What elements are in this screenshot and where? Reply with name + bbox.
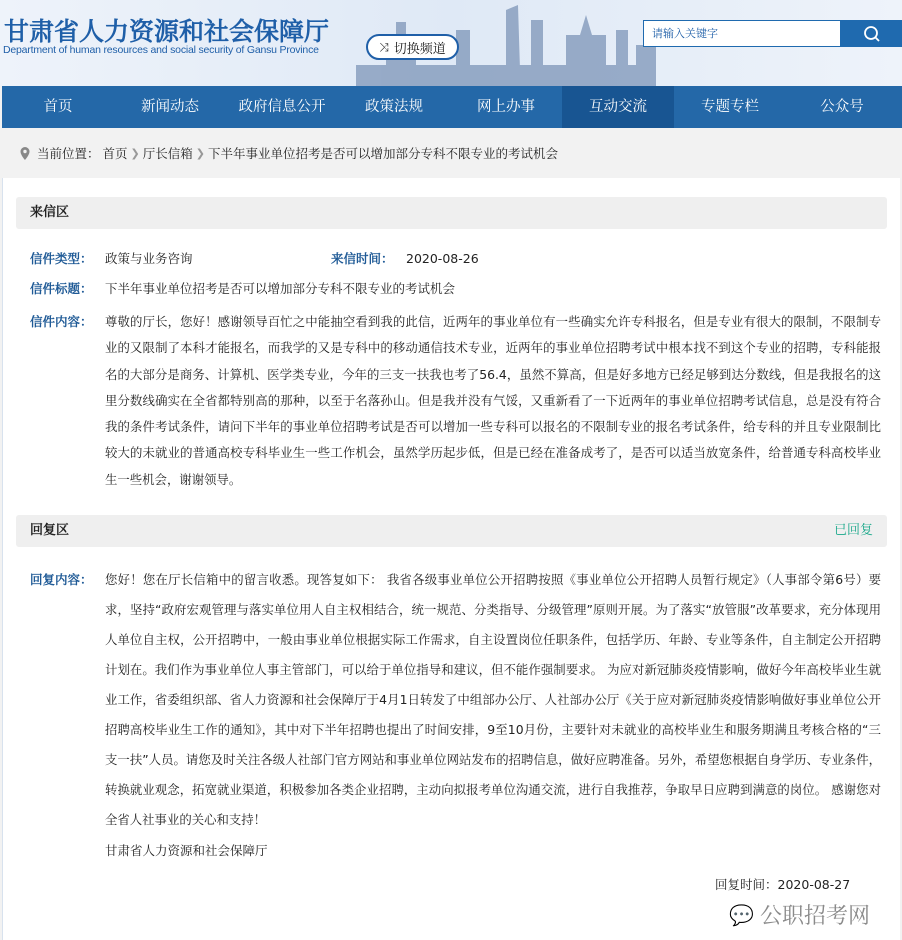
content-panel bbox=[2, 178, 900, 940]
letter-time-value: 2020-08-26 bbox=[406, 251, 479, 266]
nav-gov-info[interactable]: 政府信息公开 bbox=[238, 99, 326, 115]
reply-signature: 甘肃省人力资源和社会保障厅 bbox=[105, 843, 268, 859]
switch-channel-button[interactable] bbox=[366, 34, 459, 60]
nav-online-service[interactable]: 网上办事 bbox=[477, 99, 535, 115]
location-pin-icon bbox=[20, 147, 30, 160]
nav-public-account[interactable]: 公众号 bbox=[820, 99, 864, 115]
letter-section-title: 来信区 bbox=[30, 205, 70, 220]
site-subtitle: Department of human resources and social security of Gansu Province bbox=[3, 44, 319, 56]
site-header bbox=[0, 0, 902, 86]
watermark-text: 公职招考网 bbox=[759, 904, 870, 930]
letter-content-row bbox=[3, 309, 900, 493]
search-button[interactable] bbox=[841, 20, 902, 47]
breadcrumb-current: 下半年事业单位招考是否可以增加部分专科不限专业的考试机会 bbox=[207, 146, 558, 161]
breadcrumb-prefix: 当前位置： bbox=[37, 146, 100, 161]
reply-time-label: 回复时间： bbox=[715, 877, 778, 893]
letter-type-value: 政策与业务咨询 bbox=[105, 251, 193, 266]
letter-title-row bbox=[3, 279, 900, 299]
letter-content: 尊敬的厅长，您好！感谢领导百忙之中能抽空看到我的此信，近两年的事业单位有一些确实允许专科报名，但是专业有很大的限制，不限制专业的又限制了本科才能报名，而我学的又是专科中的移动通信技术专业，近两年的事业单位招聘考试中根本找不到这个专业的招聘，专科能报名的大部分是商务、计算机、医学类专业，今年的三支一扶我也考了56.4，虽然不算高，但是好多地方已经足够到达分数线，但是我报名的这里分数线确实在全省都特别高的那种，以至于名落孙山。但是我并没有气馁，又重新看了一下近两年的事业单位招聘考试信息，总是没有符合我的条件考试条件，请问下半年的事业单位招聘考试是否可以增加一些专科可以报名的不限制专业的报名考试条件，给专科的并且专业限制比较大的未就业的普通高校专科毕业生一些工作机会，虽然学历起步低，但是已经在准备成考了，是否可以适当放宽条件，给普通专科高校毕业生一些机会，谢谢领导。 bbox=[105, 314, 881, 487]
reply-time-value: 2020-08-27 bbox=[777, 877, 851, 893]
breadcrumb-mailbox[interactable]: 厅长信箱 bbox=[142, 146, 193, 161]
letter-time-label: 来信时间： bbox=[331, 251, 394, 266]
letter-info-row bbox=[3, 249, 900, 269]
main-nav bbox=[2, 86, 902, 128]
reply-section-header bbox=[16, 515, 887, 547]
letter-title-value: 下半年事业单位招考是否可以增加部分专科不限专业的考试机会 bbox=[105, 281, 456, 296]
chevron-right-icon: ❯ bbox=[195, 146, 205, 160]
nav-news[interactable]: 新闻动态 bbox=[141, 99, 199, 115]
nav-special[interactable]: 专题专栏 bbox=[701, 99, 759, 115]
breadcrumb bbox=[0, 128, 902, 178]
letter-type-label: 信件类型： bbox=[30, 251, 93, 266]
reply-content-row bbox=[3, 565, 900, 835]
reply-time bbox=[3, 875, 900, 895]
letter-section-header bbox=[16, 197, 887, 229]
reply-content: 您好！您在厅长信箱中的留言收悉。现答复如下： 我省各级事业单位公开招聘按照《事业单位公开招聘人员暂行规定》（人事部令第6号）要求，坚持“政府宏观管理与落实单位用人自主权相结合，统一规范、分类指导、分级管理”原则开展。为了落实“放管服”改革要求，充分体现用人单位自主权，公开招聘中，一般由事业单位根据实际工作需求，自主设置岗位任职条件，包括学历、年龄、专业等条件，自主制定公开招聘计划在。我们作为事业单位人事主管部门，可以给于单位指导和建议，但不能作强制要求。 为应对新冠肺炎疫情影响，做好今年高校毕业生就业工作，省委组织部、省人力资源和社会保障厅于4月1日转发了中组部办公厅、人社部办公厅《关于应对新冠肺炎疫情影响做好事业单位公开招聘高校毕业生工作的通知》，其中对下半年招聘也提出了时间安排，9至10月份，主要针对未就业的高校毕业生和服务期满且考核合格的“三支一扶”人员。请您及时关注各级人社部门官方网站和事业单位网站发布的招聘信息，做好应聘准备。另外，希望您根据自身学历、专业条件，转换就业观念，拓宽就业渠道，积极参加各类企业招聘，主动向拟报考单位沟通交流，进行自我推荐，争取早日应聘到满意的岗位。 感谢您对全省人社事业的关心和支持！ bbox=[105, 572, 881, 828]
reply-content-label: 回复内容： bbox=[30, 572, 93, 588]
reply-signature-row bbox=[3, 841, 900, 861]
nav-interaction[interactable]: 互动交流 bbox=[562, 86, 674, 128]
letter-title-label: 信件标题： bbox=[30, 281, 93, 296]
reply-section-title: 回复区 bbox=[30, 523, 70, 539]
search-icon bbox=[863, 25, 881, 43]
breadcrumb-home[interactable]: 首页 bbox=[102, 146, 128, 161]
search-input[interactable] bbox=[643, 20, 841, 47]
chevron-right-icon: ❯ bbox=[130, 146, 140, 160]
shuffle-icon: ⤨ bbox=[379, 39, 389, 54]
reply-status-badge: 已回复 bbox=[833, 523, 873, 539]
watermark bbox=[3, 899, 900, 930]
site-title[interactable]: 甘肃省人力资源和社会保障厅 bbox=[4, 17, 330, 46]
switch-channel-label: 切换频道 bbox=[393, 41, 446, 57]
wechat-icon: 💬 bbox=[729, 902, 754, 927]
search-bar bbox=[643, 20, 902, 47]
nav-home[interactable]: 首页 bbox=[43, 99, 73, 115]
nav-policy[interactable]: 政策法规 bbox=[365, 99, 423, 115]
letter-content-label: 信件内容： bbox=[30, 314, 93, 329]
